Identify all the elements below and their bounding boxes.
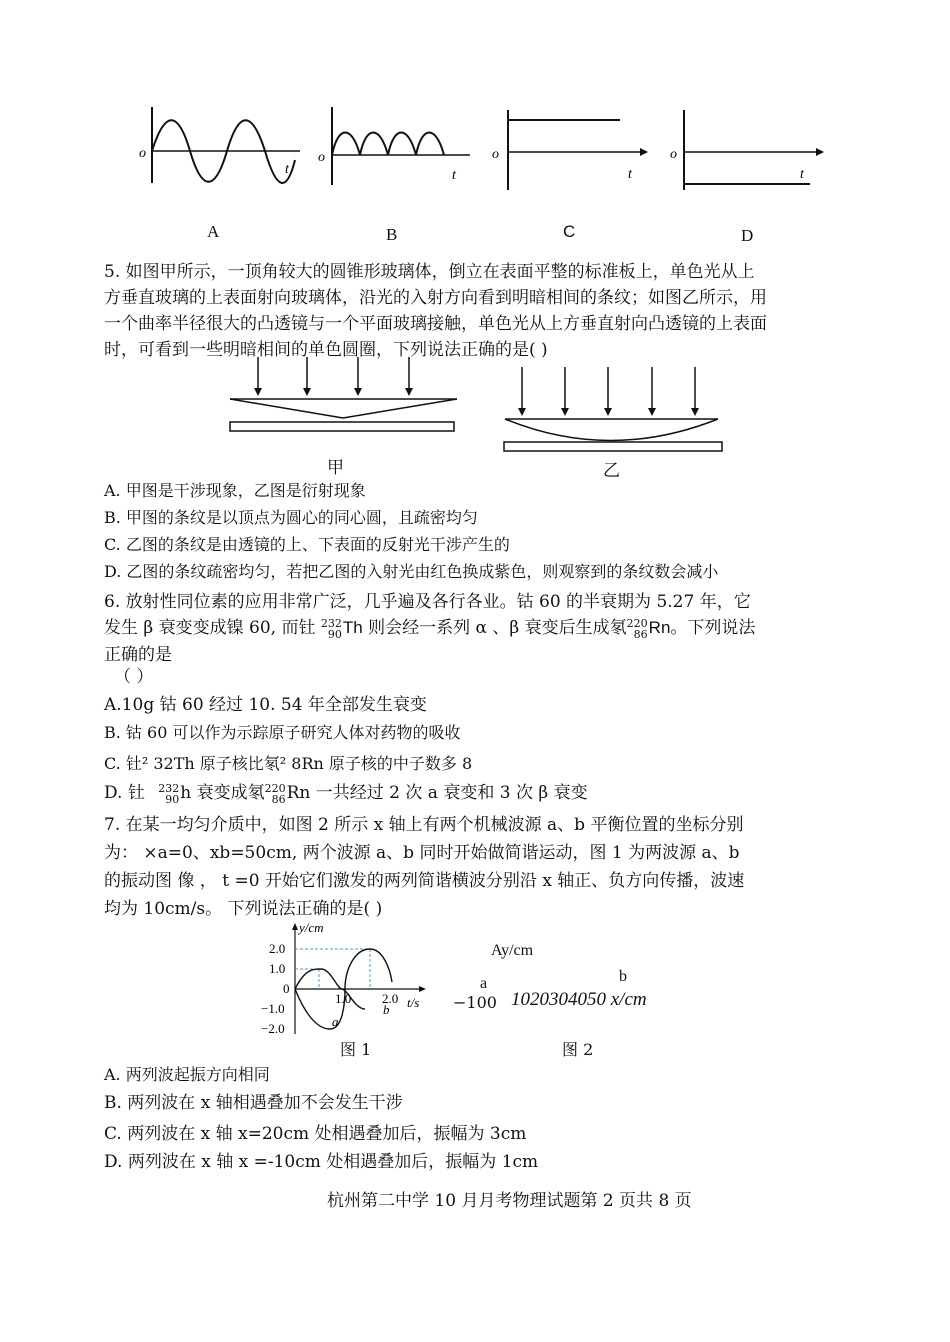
- fig1-xtick-1: 1.0: [335, 991, 352, 1006]
- q5-line-1: 5. 如图甲所示，一顶角较大的圆锥形玻璃体，倒立在表面平整的标准板上，单色光从上: [104, 262, 755, 282]
- q6-option-d-a: D. 钍: [104, 783, 145, 803]
- fig2-neg-label: −100: [453, 993, 497, 1012]
- q7-line-4: 均为 10cm/s。 下列说法正确的是( ): [104, 899, 383, 919]
- q6-option-d-b: h 衰变成氡: [180, 783, 265, 803]
- q5-option-c: C. 乙图的条纹是由透镜的上、下表面的反射光干涉产生的: [104, 535, 510, 554]
- fig2-label-a: a: [480, 975, 488, 992]
- figure-yi-label: 乙: [603, 461, 620, 481]
- figure-jia-label: 甲: [327, 458, 344, 478]
- fig1-xlabel: t/s: [407, 995, 420, 1010]
- fig1-curve-b: b: [383, 1002, 390, 1017]
- rn-mass: 220: [626, 616, 648, 630]
- q6-line-2: [104, 615, 755, 641]
- graph-a-t: t: [285, 162, 289, 177]
- graph-c-t: t: [628, 167, 632, 182]
- fig2-ylabel: Ay/cm: [491, 942, 534, 959]
- graph-c-origin: o: [492, 147, 499, 162]
- graph-a-origin: o: [139, 146, 146, 161]
- q6-line-1: 6. 放射性同位素的应用非常广泛，几乎遍及各行各业。钴 60 的半衰期为 5.27 年，它: [104, 592, 751, 612]
- q7-figure-1: [255, 922, 435, 1040]
- q6d-rn-mass: 220: [264, 781, 286, 795]
- q6-answer-paren: （ ）: [114, 667, 154, 687]
- q7-option-c: C. 两列波在 x 轴 x=20cm 处相遇叠加后，振幅为 3cm: [104, 1124, 527, 1144]
- fig2-caption: 图 2: [562, 1040, 594, 1059]
- q6d-rn-z: 86: [271, 792, 286, 806]
- graph-d: [668, 108, 828, 193]
- fig1-curve-a: a: [332, 1014, 339, 1029]
- q6d-th-numbers: [158, 783, 179, 805]
- graph-c: [490, 108, 650, 193]
- graph-label-a: A: [207, 222, 220, 241]
- q6-line-2-c: 。下列说法: [670, 618, 756, 638]
- page-footer: 杭州第二中学 10 月月考物理试题第 2 页共 8 页: [327, 1191, 692, 1211]
- q5-option-a: A. 甲图是干涉现象，乙图是衍射现象: [104, 481, 366, 500]
- q6-option-b: B. 钴 60 可以作为示踪原子研究人体对药物的吸收: [104, 723, 461, 742]
- th-mass: 232: [320, 616, 342, 630]
- q5-line-4: 时，可看到一些明暗相间的单色圆圈，下列说法正确的是( ): [104, 340, 548, 360]
- q5-option-d: D. 乙图的条纹疏密均匀，若把乙图的入射光由红色换成紫色，则观察到的条纹数会减小: [104, 562, 719, 581]
- q6d-th-mass: 232: [158, 781, 180, 795]
- q6-option-c: C. 钍² 32Th 原子核比氡² 8Rn 原子核的中子数多 8: [104, 754, 473, 773]
- rn-nuclide-numbers: [627, 618, 648, 640]
- q5-option-b: B. 甲图的条纹是以顶点为圆心的同心圆，且疏密均匀: [104, 508, 478, 527]
- th-z: 90: [327, 627, 342, 641]
- graph-d-origin: o: [670, 147, 677, 162]
- q5-line-3: 一个曲率半径很大的凸透镜与一个平面玻璃接触，单色光从上方垂直射向凸透镜的上表面: [104, 314, 767, 334]
- q6d-rn-numbers: [265, 783, 286, 805]
- th-nuclide-numbers: [321, 618, 342, 640]
- graph-a: [135, 105, 305, 185]
- q7-line-3: 的振动图 像 ， t =0 开始它们激发的两列简谐横波分别沿 x 轴正、负方向传播，波速: [104, 871, 745, 891]
- fig1-ylabel: y/cm: [299, 922, 324, 935]
- q7-option-d: D. 两列波在 x 轴 x =-10cm 处相遇叠加后，振幅为 1cm: [104, 1152, 539, 1172]
- graph-label-d: D: [741, 226, 754, 245]
- graph-b-origin: o: [318, 150, 325, 165]
- fig2-label-b: b: [619, 968, 627, 985]
- q6-option-d: [104, 780, 588, 806]
- fig2-axis-text: 1020304050 x/cm: [511, 989, 647, 1010]
- q7-line-2: 为： ×a=0、xb=50cm, 两个波源 a、b 同时开始做简谐运动，图 1 为两波源 a、b: [104, 843, 740, 863]
- th-symbol: Th: [342, 618, 363, 637]
- fig1-ytick-m1: −1.0: [261, 1001, 285, 1016]
- graph-b-t: t: [452, 168, 456, 183]
- fig1-xtick-2: 2.0: [382, 991, 399, 1006]
- q7-option-a: A. 两列波起振方向相同: [104, 1065, 270, 1084]
- q6-option-a: A.10g 钴 60 经过 10. 54 年全部发生衰变: [104, 695, 427, 715]
- q7-option-b: B. 两列波在 x 轴相遇叠加不会发生干涉: [104, 1093, 403, 1113]
- fig1-ytick-2: 2.0: [269, 941, 286, 956]
- graph-d-t: t: [800, 167, 804, 182]
- q6-line-2-a: 发生 β 衰变变成镍 60, 而钍: [104, 618, 316, 638]
- q6d-th-z: 90: [165, 792, 180, 806]
- figure-jia: [225, 352, 465, 437]
- q5-line-2: 方垂直玻璃的上表面射向玻璃体，沿光的入射方向看到明暗相间的条纹；如图乙所示，用: [104, 288, 767, 308]
- graph-label-c: C: [563, 222, 576, 241]
- fig1-caption: 图 1: [340, 1040, 372, 1059]
- q6-line-3: 正确的是: [104, 645, 172, 665]
- rn-z: 86: [633, 627, 648, 641]
- fig1-ytick-m2: −2.0: [261, 1021, 285, 1036]
- rn-symbol: Rn: [648, 618, 671, 637]
- q6-option-d-c: Rn 一共经过 2 次 a 衰变和 3 次 β 衰变: [286, 783, 588, 803]
- q7-line-1: 7. 在某一均匀介质中，如图 2 所示 x 轴上有两个机械波源 a、b 平衡位置的坐标分别: [104, 815, 744, 835]
- q6-line-2-b: 则会经一系列 α 、β 衰变后生成氡: [368, 618, 627, 638]
- figure-yi: [500, 362, 730, 457]
- graph-label-b: B: [386, 225, 398, 244]
- graph-b: [310, 105, 475, 190]
- fig1-ytick-1: 1.0: [269, 961, 286, 976]
- fig1-ytick-0: 0: [283, 981, 290, 996]
